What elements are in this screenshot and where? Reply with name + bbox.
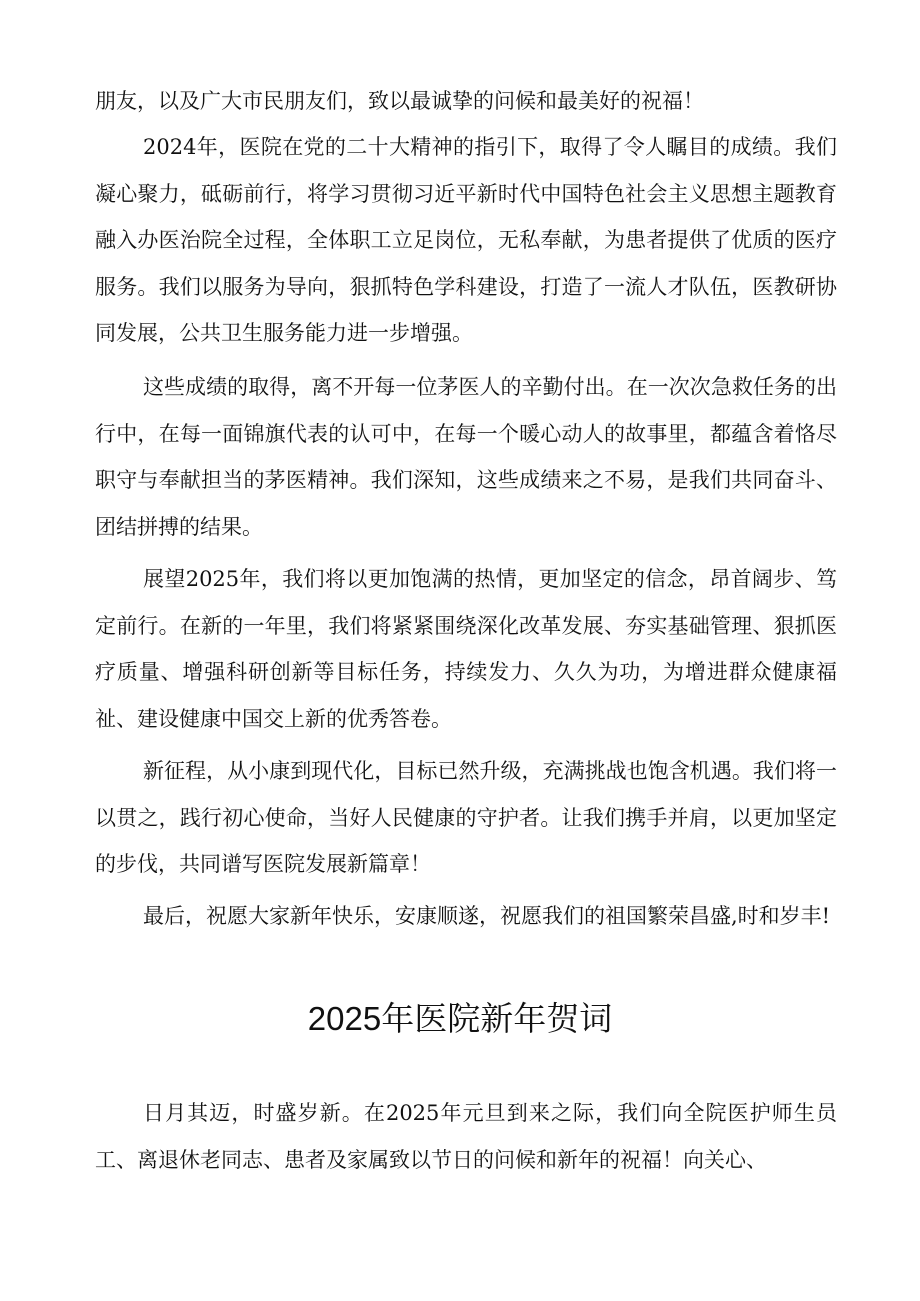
paragraph-new-year-opening: 日月其迈，时盛岁新。在2025年元旦到来之际，我们向全院医护师生员工、离退休老同志、患者及家属致以节日的问候和新年的祝福！向关心、: [95, 1101, 837, 1172]
paragraph-staff-dedication: 这些成绩的取得，离不开每一位茅医人的辛勤付出。在一次次急救任务的出行中，在每一面锦旗代表的认可中，在每一个暖心动人的故事里，都蕴含着恪尽职守与奉献担当的茅医精神。我们深知，这些成绩来之不易，是我们共同奋斗、团结拼搏的结果。: [95, 375, 837, 539]
document-title: 2025年医院新年贺词: [307, 1000, 613, 1037]
paragraph-achievements-2024: 2024年，医院在党的二十大精神的指引下，取得了令人瞩目的成绩。我们凝心聚力，砥砺前行，将学习贯彻习近平新时代中国特色社会主义思想主题教育融入办医治院全过程，全体职工立足岗位，无私奉献，为患者提供了优质的医疗服务。我们以服务为导向，狠抓特色学科建设，打造了一流人才队伍，医教研协同发展，公共卫生服务能力进一步增强。: [95, 135, 837, 345]
paragraph-closing-wishes: 最后，祝愿大家新年快乐，安康顺遂，祝愿我们的祖国繁荣昌盛,时和岁丰!: [143, 904, 831, 928]
paragraph-greeting-continuation: 朋友，以及广大市民朋友们，致以最诚挚的问候和最美好的祝福！: [95, 89, 704, 113]
paragraph-outlook-2025: 展望2025年，我们将以更加饱满的热情，更加坚定的信念，昂首阔步、笃定前行。在新的一年里，我们将紧紧围绕深化改革发展、夯实基础管理、狠抓医疗质量、增强科研创新等目标任务，持续发力、久久为功，为增进群众健康福祉、建设健康中国交上新的优秀答卷。: [95, 567, 837, 731]
paragraph-new-journey: 新征程，从小康到现代化，目标已然升级，充满挑战也饱含机遇。我们将一以贯之，践行初心使命，当好人民健康的守护者。让我们携手并肩，以更加坚定的步伐，共同谱写医院发展新篇章！: [95, 759, 837, 876]
